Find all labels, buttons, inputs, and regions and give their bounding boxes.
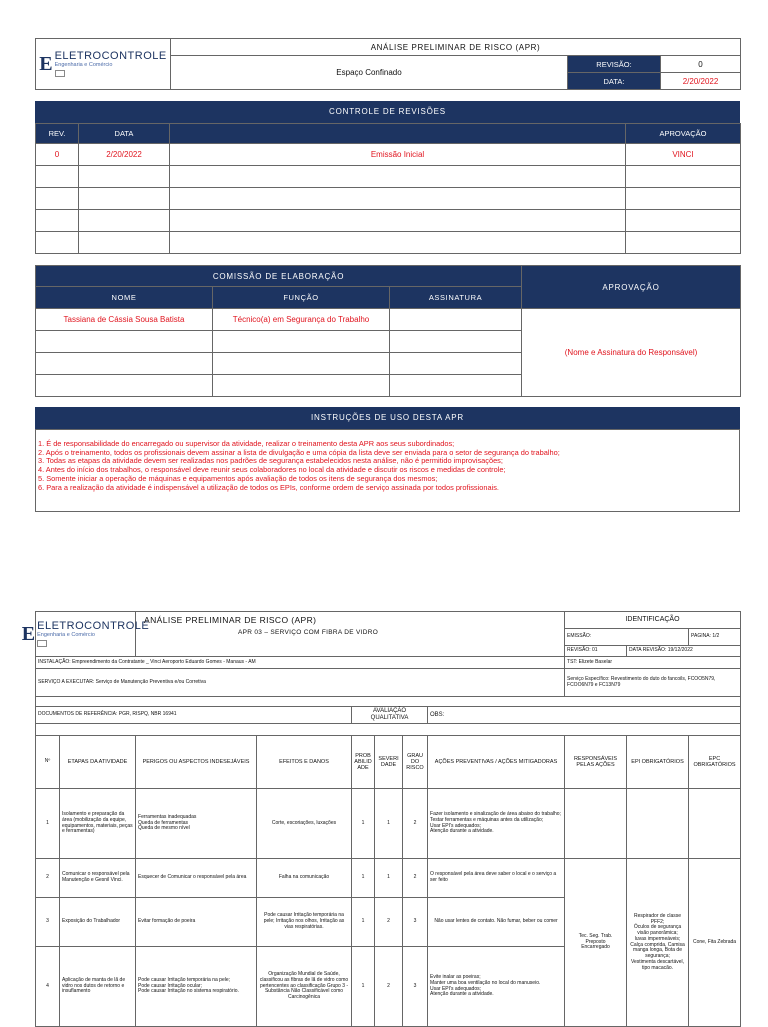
instrucoes-list (38, 440, 737, 492)
col-nome: NOME (36, 287, 213, 309)
pagina-cell: PAGINA: 1/2 (689, 629, 741, 646)
list-item: 2. Após o treinamento, todos os profissionais devem assinar a lista de divulgação e uma cópia da lista deve ser enviada para o setor de segurança do trabalho; (38, 447, 560, 457)
epc-cell: Cone, Fita Zebrada (689, 859, 741, 1027)
sev-cell: 1 (375, 789, 403, 859)
apr2-title-cell (136, 612, 565, 657)
col-severidade: SEVERI DADE (375, 736, 403, 789)
sev-cell: 2 (375, 898, 403, 947)
nome-cell (36, 353, 213, 375)
page-subtitle: Espaço Confinado (171, 56, 568, 90)
grau-cell: 2 (403, 859, 428, 898)
ident-title: IDENTIFICAÇÃO (565, 612, 741, 629)
list-item: 4. Antes do início dos trabalhos, o responsável deve reunir seus colaboradores no local da atividade e discutir os riscos e medidas de controle; (38, 465, 506, 475)
revisoes-title: CONTROLE DE REVISÕES (35, 101, 740, 123)
seal-icon (37, 640, 47, 647)
sev-cell: 2 (375, 947, 403, 1027)
eletrocontrole-logo: E ELETROCONTROLE Engenharia e Comércio (36, 39, 170, 89)
row-number: 1 (36, 789, 60, 859)
eletrocontrole-logo: E ELETROCONTROLE Engenharia e Comércio (36, 621, 135, 647)
efeitos-cell: Falha na comunicação (257, 859, 352, 898)
perigos-cell: Esquecer de Comunicar o responsável pela área (136, 859, 257, 898)
list-item: 6. Para a realização da atividade é indispensável a utilização de todos os EPIs, conforme ordem de serviço assinada por todos profissionais. (38, 482, 499, 492)
col-numero: Nº (36, 736, 60, 789)
perigos-cell: Pode causar Irritação temporária na pele; Pode causar Irritação ocular; Pode causar Irritação no sistema respiratório. (136, 947, 257, 1027)
nome-cell (36, 375, 213, 397)
data-value: 2/20/2022 (661, 73, 741, 90)
col-etapas: ETAPAS DA ATIVIDADE (60, 736, 136, 789)
rev-cell (36, 210, 79, 232)
col-epc: EPC OBRIGATÓRIOS (689, 736, 741, 789)
col-efeitos: EFEITOS E DANOS (257, 736, 352, 789)
spacer-row (36, 724, 741, 736)
nome-cell (36, 331, 213, 353)
row-number: 3 (36, 898, 60, 947)
grau-cell: 3 (403, 947, 428, 1027)
table-row (36, 309, 741, 331)
servico-executar-cell: SERVIÇO A EXECUTAR: Serviço de Manutenção Preventiva e/ou Corretiva (36, 669, 565, 697)
documentos-cell: DOCUMENTOS DE REFERÊNCIA: PGR, RISPQ, NBR 16941 (36, 707, 352, 724)
col-assinatura: ASSINATURA (390, 287, 522, 309)
table-row (36, 144, 741, 166)
table-row (36, 166, 741, 188)
revisao-cell: REVISÃO: 01 (565, 646, 627, 657)
row-number: 4 (36, 947, 60, 1027)
list-item: 3. Todas as etapas da atividade devem ser realizadas nos padrões de segurança estabelecidos nesta análise, não é permitido improvisações; (38, 456, 503, 466)
col-probabilidade: PROB ABILID ADE (352, 736, 375, 789)
rev-cell (36, 166, 79, 188)
revisao-value: 0 (661, 56, 741, 73)
apr2-subtitle: APR 03 – SERVIÇO COM FIBRA DE VIDRO (238, 628, 379, 636)
epc-empty (689, 789, 741, 859)
data-revisao-cell: DATA REVISÃO: 19/12/2022 (627, 646, 741, 657)
approval-cell (626, 210, 741, 232)
approval-cell (626, 166, 741, 188)
date-cell: 2/20/2022 (79, 144, 170, 166)
responsaveis-empty (565, 789, 627, 859)
funcao-cell: Técnico(a) em Segurança do Trabalho (213, 309, 390, 331)
description-cell (170, 188, 626, 210)
date-cell (79, 232, 170, 254)
instalacao-cell: INSTALAÇÃO: Empreendimento da Contratante _ Vinci Aeroporto Eduardo Gomes - Manaus - AM (36, 657, 565, 669)
table-row (36, 859, 741, 898)
prob-cell: 1 (352, 898, 375, 947)
apr2-table (21, 611, 741, 1027)
col-descricao (170, 124, 626, 144)
prob-cell: 1 (352, 947, 375, 1027)
comissao-title: COMISSÃO DE ELABORAÇÃO (36, 266, 522, 287)
revisoes-table (35, 123, 741, 254)
description-cell (170, 210, 626, 232)
apr2-logo-cell (21, 612, 150, 657)
seal-icon (55, 70, 65, 77)
description-cell: Emissão Inicial (170, 144, 626, 166)
approval-cell (626, 232, 741, 254)
col-perigos: PERIGOS OU ASPECTOS INDESEJÁVEIS (136, 736, 257, 789)
funcao-cell (213, 375, 390, 397)
apr2-title: ANÁLISE PRELIMINAR DE RISCO (APR) (144, 615, 317, 625)
list-item: 5. Somente iniciar a operação de máquinas e equipamentos após avaliação de todos os itens de segurança dos mesmos; (38, 473, 438, 483)
col-aprovacao: APROVAÇÃO (626, 124, 741, 144)
row-number: 2 (36, 859, 60, 898)
responsaveis-cell: Tec. Seg. Trab. Preposto Encarregado (565, 859, 627, 1027)
epi-empty (627, 789, 689, 859)
acoes-cell: O responsável pela área deve saber o local e o serviço a ser feito (428, 859, 565, 898)
prob-cell: 1 (352, 859, 375, 898)
list-item: 1. É de responsabilidade do encarregado ou supervisor da atividade, realizar o treinamento desta APR aos seus subordinados; (38, 439, 455, 448)
assinatura-cell (390, 331, 522, 353)
date-cell (79, 210, 170, 232)
funcao-cell (213, 353, 390, 375)
date-cell (79, 166, 170, 188)
col-data: DATA (79, 124, 170, 144)
description-cell (170, 166, 626, 188)
comissao-table (35, 265, 741, 397)
rev-cell: 0 (36, 144, 79, 166)
spacer-row (36, 697, 741, 707)
apr-header-table (35, 38, 741, 90)
tst-cell: TST: Elizete Baselar (565, 657, 741, 669)
efeitos-cell: Organização Mundial de Saúde, classificou as fibras de lã de vidro como pertencentes ao classificação Grupo 3 - Substância Não Classificável como Carcinogênica (257, 947, 352, 1027)
instrucoes-box (35, 429, 740, 512)
table-row (36, 232, 741, 254)
perigos-cell: Evitar formação de poeira (136, 898, 257, 947)
table-row (36, 210, 741, 232)
page-title: ANÁLISE PRELIMINAR DE RISCO (APR) (171, 39, 741, 56)
avaliacao-cell: AVALIAÇÃO QUALITATIVA (352, 707, 428, 724)
table-row (36, 789, 741, 859)
approval-cell: VINCI (626, 144, 741, 166)
date-cell (79, 188, 170, 210)
epi-cell: Respirador de classe PFF2; Óculos de segurança visão panorâmica; luvas impermeáveis; Calça comprida, Camisa manga longa, Bota de segurança; Vestimenta descartável, tipo macacão. (627, 859, 689, 1027)
obs-cell: OBS: (428, 707, 741, 724)
col-rev: REV. (36, 124, 79, 144)
col-responsaveis: RESPONSÁVEIS PELAS AÇÕES (565, 736, 627, 789)
data-label: DATA: (568, 73, 661, 90)
grau-cell: 2 (403, 789, 428, 859)
nome-cell: Tassiana de Cássia Sousa Batista (36, 309, 213, 331)
servico-especifico-cell: Serviço Específico: Revestimento do duto do fancoils, FCOO5N79, FCOO6N79 e FC13N79 (565, 669, 741, 697)
grau-cell: 3 (403, 898, 428, 947)
etapa-cell: Exposição do Trabalhador (60, 898, 136, 947)
etapa-cell: Isolamento e preparação da área (mobilização da equipe, equipamentos, materiais, peças e ferramentas) (60, 789, 136, 859)
perigos-cell: Ferramentas inadequadas Queda de ferramentas Queda de mesmo nível (136, 789, 257, 859)
logo-cell (36, 39, 171, 90)
emissao-cell: EMISSÃO: (565, 629, 689, 646)
instrucoes-title: INSTRUÇÕES DE USO DESTA APR (35, 407, 740, 429)
efeitos-cell: Pode causar Irritação temporária na pele; Irritação nos olhos, Irritação as vias respiratórias. (257, 898, 352, 947)
sev-cell: 1 (375, 859, 403, 898)
description-cell (170, 232, 626, 254)
aprovacao-title: APROVAÇÃO (522, 266, 741, 309)
assinatura-cell (390, 375, 522, 397)
col-funcao: FUNÇÃO (213, 287, 390, 309)
approval-cell (626, 188, 741, 210)
acoes-cell: Não usar lentes de contato. Não fumar, beber ou comer (428, 898, 565, 947)
col-epi: EPI OBRIGATÓRIOS (627, 736, 689, 789)
table-row (36, 188, 741, 210)
acoes-cell: Fazer isolamento e sinalização de área abaixo do trabalho; Testar ferramentas e máquinas antes da utilização; Usar EPI's adequados; Atenção durante a atividade. (428, 789, 565, 859)
funcao-cell (213, 331, 390, 353)
rev-cell (36, 232, 79, 254)
assinatura-cell (390, 353, 522, 375)
prob-cell: 1 (352, 789, 375, 859)
col-acoes: AÇÕES PREVENTIVAS / AÇÕES MITIGADORAS (428, 736, 565, 789)
assinatura-cell (390, 309, 522, 331)
col-grau: GRAU DO RISCO (403, 736, 428, 789)
revisao-label: REVISÃO: (568, 56, 661, 73)
rev-cell (36, 188, 79, 210)
aprovacao-note: (Nome e Assinatura do Responsável) (522, 309, 741, 397)
etapa-cell: Comunicar o responsável pela Manutenção e Gesnil Vinci. (60, 859, 136, 898)
acoes-cell: Evite inalar as poeiras; Manter uma boa ventilação no local do manuseio. Usar EPI's adequados; Atenção durante a atividade. (428, 947, 565, 1027)
etapa-cell: Aplicação de manta de lã de vidro nos dutos de retorno e insuflamento (60, 947, 136, 1027)
efeitos-cell: Corte, escoriações, luxações (257, 789, 352, 859)
